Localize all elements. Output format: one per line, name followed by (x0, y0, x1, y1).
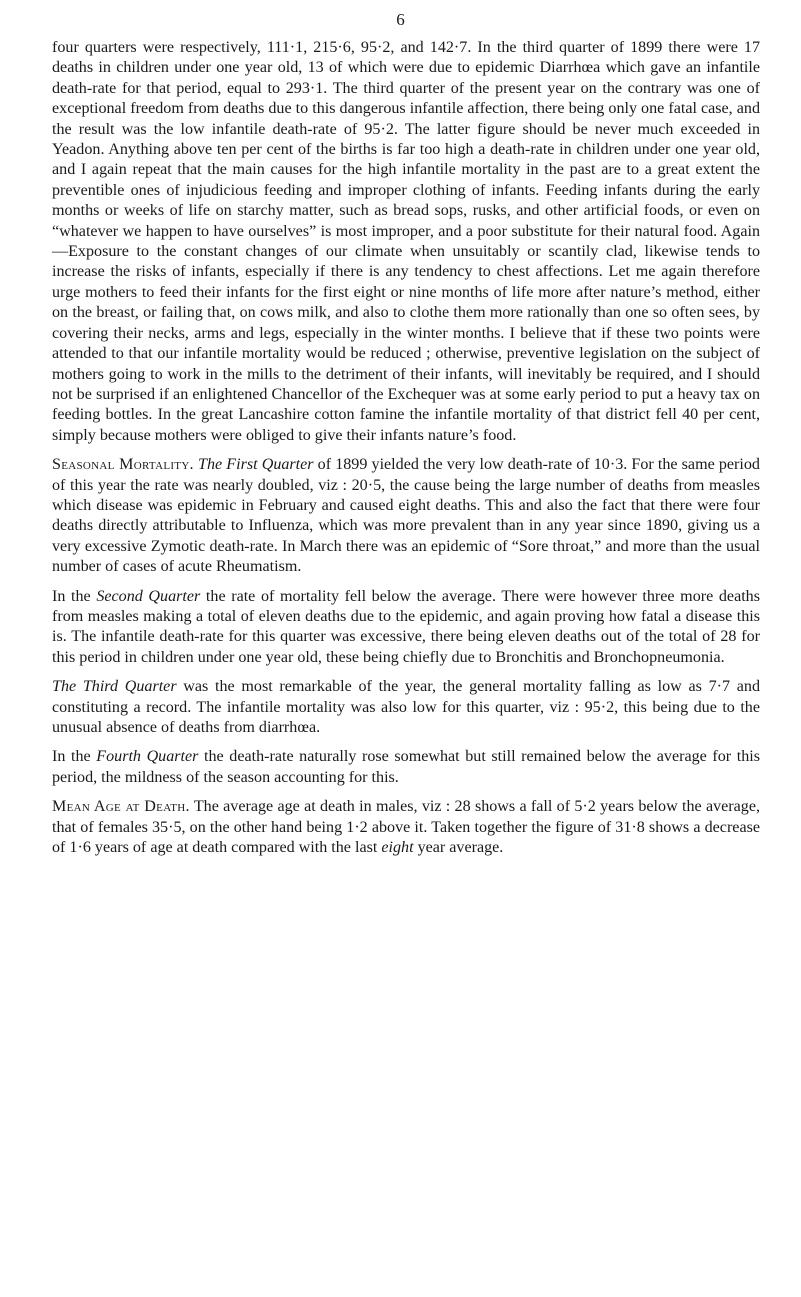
paragraph-infant-mortality (52, 38, 760, 446)
text-segment: the death-rate naturally rose somewhat but still remained below the average for this period, the mildness of the season accounting for this. (52, 748, 760, 786)
paragraph-seasonal-mortality (52, 455, 760, 577)
paragraph-second-quarter (52, 587, 760, 669)
paragraph-third-quarter (52, 677, 760, 738)
paragraph-mean-age-at-death (52, 797, 760, 858)
text-segment: In the (52, 748, 97, 766)
text-segment: In the (52, 587, 97, 605)
italic-first-quarter: The First Quarter (198, 456, 314, 474)
section-heading-mean-age: Mean Age at Death. (52, 798, 190, 816)
text-segment: of 1899 yielded the very low death-rate of 10·3. For the same period of this year the rate was nearly doubled, viz : 20·5, the cause being the large number of deaths from measles which disease was epidemic in February and caused eight deaths. This and also the fact that there were four deaths directly attributable to Influenza, which was more prevalent than in any year since 1890, giving us a very excessive Zymotic death-rate. In March there was an epidemic of “Sore throat,” and more than the usual number of cases of acute Rheumatism. (52, 456, 760, 576)
text-body (52, 38, 760, 867)
italic-eight: eight (381, 839, 414, 857)
italic-fourth-quarter: Fourth Quarter (96, 748, 199, 766)
text-segment: year average. (413, 839, 504, 857)
section-heading-seasonal-mortality: Seasonal Mortality. (52, 456, 194, 474)
text-segment: the rate of mortality fell below the average. There were however three more deaths from measles making a total of eleven deaths due to the epidemic, and again proving how fatal a disease this is. The infantile death-rate for this quarter was excessive, there being eleven deaths out of the total of 28 for this period in children under one year old, these being chiefly due to Bronchitis and Bronchopneumonia. (52, 587, 760, 666)
italic-second-quarter: Second Quarter (96, 587, 201, 605)
page-number: 6 (396, 10, 405, 29)
italic-third-quarter: The Third Quarter (52, 678, 177, 696)
text-segment: The average age at death in males, viz : 28 shows a fall of 5·2 years below the average, that of females 35·5, on the other hand being 1·2 above it. Taken together the figure of 31·8 shows a decrease of 1·6 years of age at death compared with the last (52, 798, 761, 857)
paragraph-text: four quarters were respectively, 111·1, 215·6, 95·2, and 142·7. In the third quarter of 1899 there were 17 deaths in children under one year old, 13 of which were due to epidemic Diarrhœa which gave an infantile death-rate for that period, equal to 293·1. The third quarter of the present year on the contrary was one of exceptional freedom from deaths due to this dangerous infantile affection, there being only one fatal case, and the result was the low infantile death-rate of 95·2. The latter figure should be never much exceeded in Yeadon. Anything above ten per cent of the births is far too high a death-rate in children under one year old, and I again repeat that the main causes for the high infantile mortality in the past are to a great extent the preventible ones of injudicious feeding and improper clothing of infants. Feeding infants during the early months or weeks of life on starchy matter, such as bread sops, rusks, and other artificial foods, or even on “whatever we happen to have ourselves” is most improper, and a poor substitute for their natural food. Again—Exposure to the constant changes of our climate when unsuitably or scantily clad, likewise tends to increase the risks of infants, especially if there is any tendency to chest affections. Let me again therefore urge mothers to feed their infants for the first eight or nine months of life more after nature’s method, either on the breast, or failing that, on cows milk, and also to clothe them more rationally than one so often sees, by covering their necks, arms and legs, especially in the winter months. I believe that if these two points were attended to that our infantile mortality would be reduced ; otherwise, preventive legislation on the subject of mothers going to work in the mills to the detriment of their infants, will inevitably be required, and I should not be surprised if an enlightened Chancellor of the Exchequer was at some early period to put a heavy tax on feeding bottles. In the great Lancashire cotton famine the infantile mortality of that district fell 40 per cent, simply because mothers were obliged to give their infants nature’s food. (52, 39, 760, 444)
paragraph-fourth-quarter (52, 747, 760, 788)
text-segment: was the most remarkable of the year, the general mortality falling as low as 7·7 and constituting a record. The infantile mortality was also low for this quarter, viz : 95·2, this being due to the unusual absence of deaths from diarrhœa. (52, 678, 760, 736)
